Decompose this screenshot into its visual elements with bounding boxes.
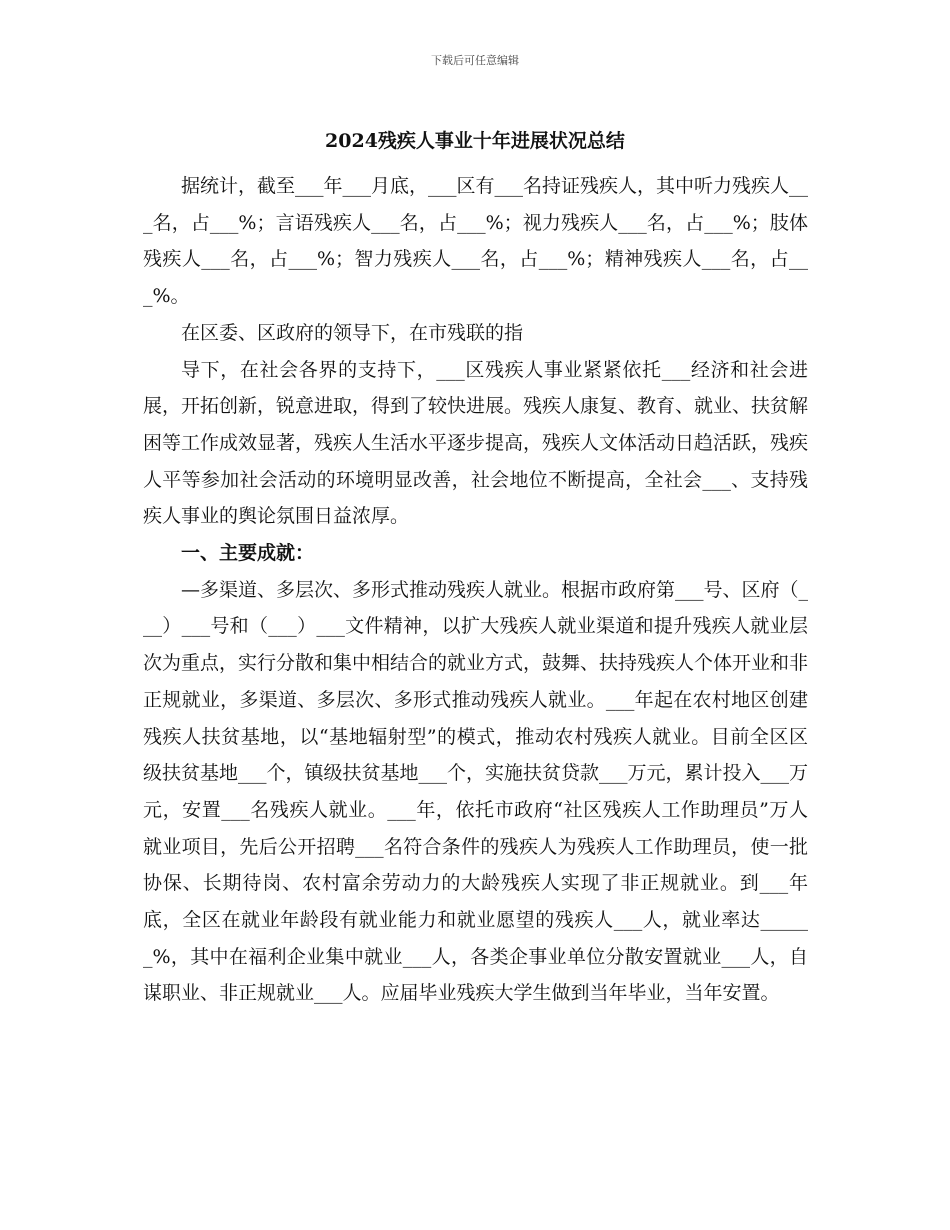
paragraph-development: 导下，在社会各界的支持下，___区残疾人事业紧紧依托___经济和社会进展，开拓创新，锐意进取，得到了较快进展。残疾人康复、教育、就业、扶贫解困等工作成效显著，残疾人生活水平逐步提高，残疾人文体活动日趋活跃，残疾人平等参加社会活动的环境明显改善，社会地位不断提高，全社会___、支持残疾人事业的舆论氛围日益浓厚。 <box>143 358 809 528</box>
document-body <box>143 168 808 1012</box>
paragraph-statistics: 据统计，截至___年___月底，___区有___名持证残疾人，其中听力残疾人___名，占___%；言语残疾人___名，占___%；视力残疾人___名，占___%；肢体残疾人___名，占___%；智力残疾人___名，占___%；精神残疾人___名，占___%。 <box>143 175 809 308</box>
paragraph-leadership: 在区委、区政府的领导下，在市残联的指 <box>181 321 524 344</box>
paragraph-employment: —多渠道、多层次、多形式推动残疾人就业。根据市政府第___号、区府（___）___号和（___）___文件精神，以扩大残疾人就业渠道和提升残疾人就业层次为重点，实行分散和集中相结合的就业方式，鼓舞、扶持残疾人个体开业和非正规就业，多渠道、多层次、多形式推动残疾人就业。___年起在农村地区创建残疾人扶贫基地，以“基地辐射型”的模式，推动农村残疾人就业。目前全区区级扶贫基地___个，镇级扶贫基地___个，实施扶贫贷款___万元，累计投入___万元，安置___名残疾人就业。___年，依托市政府“社区残疾人工作助理员”万人就业项目，先后公开招聘___名符合条件的残疾人为残疾人工作助理员，使一批协保、长期待岗、农村富余劳动力的大龄残疾人实现了非正规就业。到___年底，全区在就业年龄段有就业能力和就业愿望的残疾人___人，就业率达______%，其中在福利企业集中就业___人，各类企事业单位分散安置就业___人，自谋职业、非正规就业___人。应届毕业残疾大学生做到当年毕业，当年安置。 <box>143 578 809 1005</box>
document-title: 2024残疾人事业十年进展状况总结 <box>325 130 625 152</box>
section-heading-achievements: 一、主要成就： <box>181 542 315 565</box>
header-note: 下载后可任意编辑 <box>431 54 519 67</box>
